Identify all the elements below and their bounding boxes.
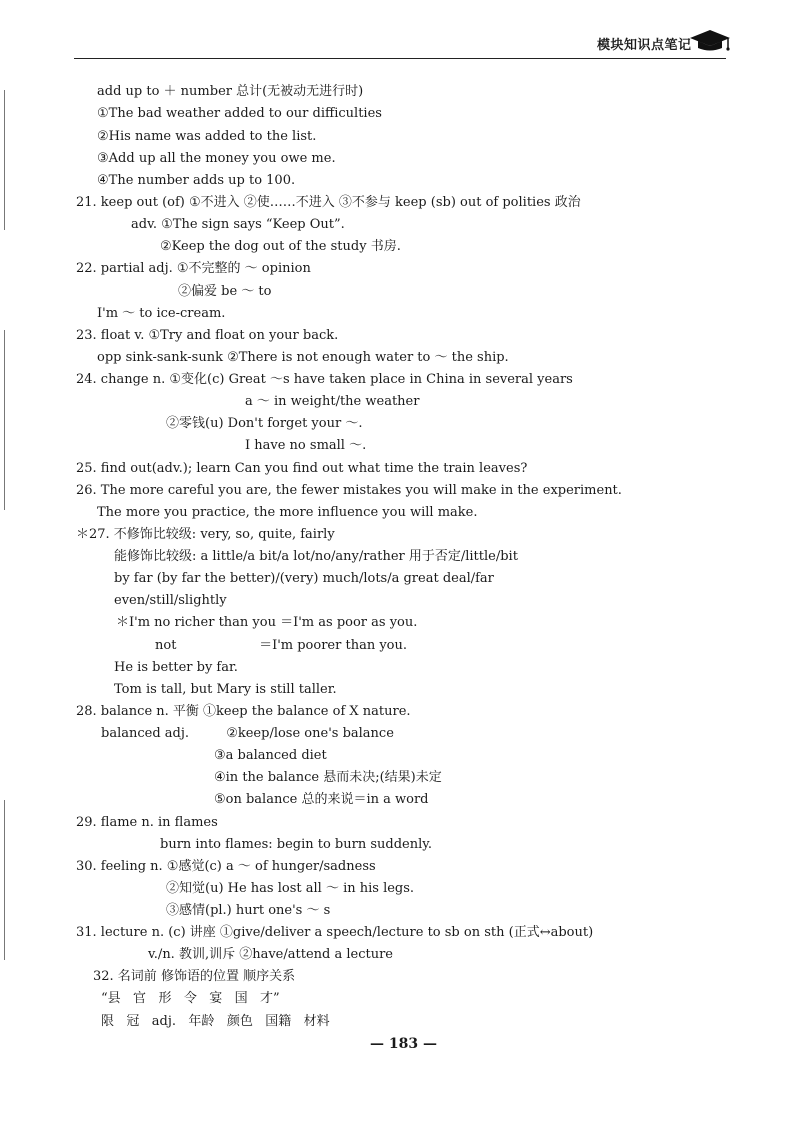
text-line: “县 官 形 令 宴 国 才” (101, 991, 280, 1006)
text-line: not ＝I'm poorer than you. (155, 638, 407, 653)
text-line: 21. keep out (of) ①不进入 ②使……不进入 ③不参与 keep (sb) out of polities 政治 (76, 195, 581, 210)
text-line: a ～ in weight/the weather (245, 394, 420, 409)
text-line: 22. partial adj. ①不完整的 ～ opinion (76, 261, 311, 276)
text-line: ④The number adds up to 100. (97, 173, 296, 188)
text-line: balanced adj. ②keep/lose one's balance (101, 726, 394, 741)
text-line: 31. lecture n. (c) 讲座 ①give/deliver a speech/lecture to sb on sth (正式↔about) (76, 925, 594, 940)
text-line: ③感情(pl.) hurt one's ～ s (166, 903, 331, 918)
text-line: 24. change n. ①变化(c) Great ～s have taken place in China in several years (76, 372, 573, 387)
text-line: Tom is tall, but Mary is still taller. (114, 682, 337, 697)
text-line: ⑤on balance 总的来说＝in a word (214, 792, 429, 807)
scan-edge-line (4, 330, 5, 510)
text-line: adv. ①The sign says “Keep Out”. (131, 217, 345, 232)
text-line: ＊27. 不修饰比较级: very, so, quite, fairly (76, 527, 335, 542)
text-line: ②零钱(u) Don't forget your ～. (166, 416, 363, 431)
text-line: 能修饰比较级: a little/a bit/a lot/no/any/rather 用于否定/little/bit (114, 549, 518, 564)
text-line: 26. The more careful you are, the fewer mistakes you will make in the experiment. (76, 483, 622, 498)
text-line: 限 冠 adj. 年龄 颜色 国籍 材料 (101, 1014, 330, 1029)
text-line: 25. find out(adv.); learn Can you find out what time the train leaves? (76, 461, 528, 476)
scan-edge-line (4, 90, 5, 230)
text-line: by far (by far the better)/(very) much/lots/a great deal/far (114, 571, 494, 586)
page-number: — 183 — (370, 1036, 437, 1052)
text-line: opp sink-sank-sunk ②There is not enough water to ～ the ship. (97, 350, 509, 365)
header-rule (74, 58, 726, 59)
text-line: add up to ＋ number 总计(无被动无进行时) (97, 84, 364, 99)
text-line: ①The bad weather added to our difficulties (97, 106, 382, 121)
text-line: ③Add up all the money you owe me. (97, 151, 336, 166)
text-line: even/still/slightly (114, 593, 227, 608)
text-line: The more you practice, the more influence you will make. (97, 505, 478, 520)
text-line: He is better by far. (114, 660, 238, 675)
text-line: ＊I'm no richer than you ＝I'm as poor as you. (116, 615, 418, 630)
text-line: ②偏爱 be ～ to (178, 284, 272, 299)
text-line: 28. balance n. 平衡 ①keep the balance of X nature. (76, 704, 411, 719)
text-line: ②His name was added to the list. (97, 129, 317, 144)
header-title: 模块知识点笔记 (597, 38, 692, 53)
text-line: ③a balanced diet (214, 748, 327, 763)
graduation-cap-icon (688, 28, 732, 52)
page-header (0, 26, 800, 66)
text-line: 30. feeling n. ①感觉(c) a ～ of hunger/sadness (76, 859, 376, 874)
text-line: v./n. 教训,训斥 ②have/attend a lecture (148, 947, 393, 962)
text-line: burn into flames: begin to burn suddenly. (160, 837, 433, 852)
text-line: ②知觉(u) He has lost all ～ in his legs. (166, 881, 415, 896)
text-line: 32. 名词前 修饰语的位置 顺序关系 (93, 969, 296, 984)
text-line: ②Keep the dog out of the study 书房. (160, 239, 401, 254)
text-line: 29. flame n. in flames (76, 815, 218, 830)
text-line: 23. float v. ①Try and float on your back. (76, 328, 339, 343)
scan-edge-line (4, 800, 5, 960)
text-line: ④in the balance 悬而未决;(结果)未定 (214, 770, 442, 785)
text-line: I have no small ～. (245, 438, 367, 453)
text-line: I'm ～ to ice-cream. (97, 306, 226, 321)
